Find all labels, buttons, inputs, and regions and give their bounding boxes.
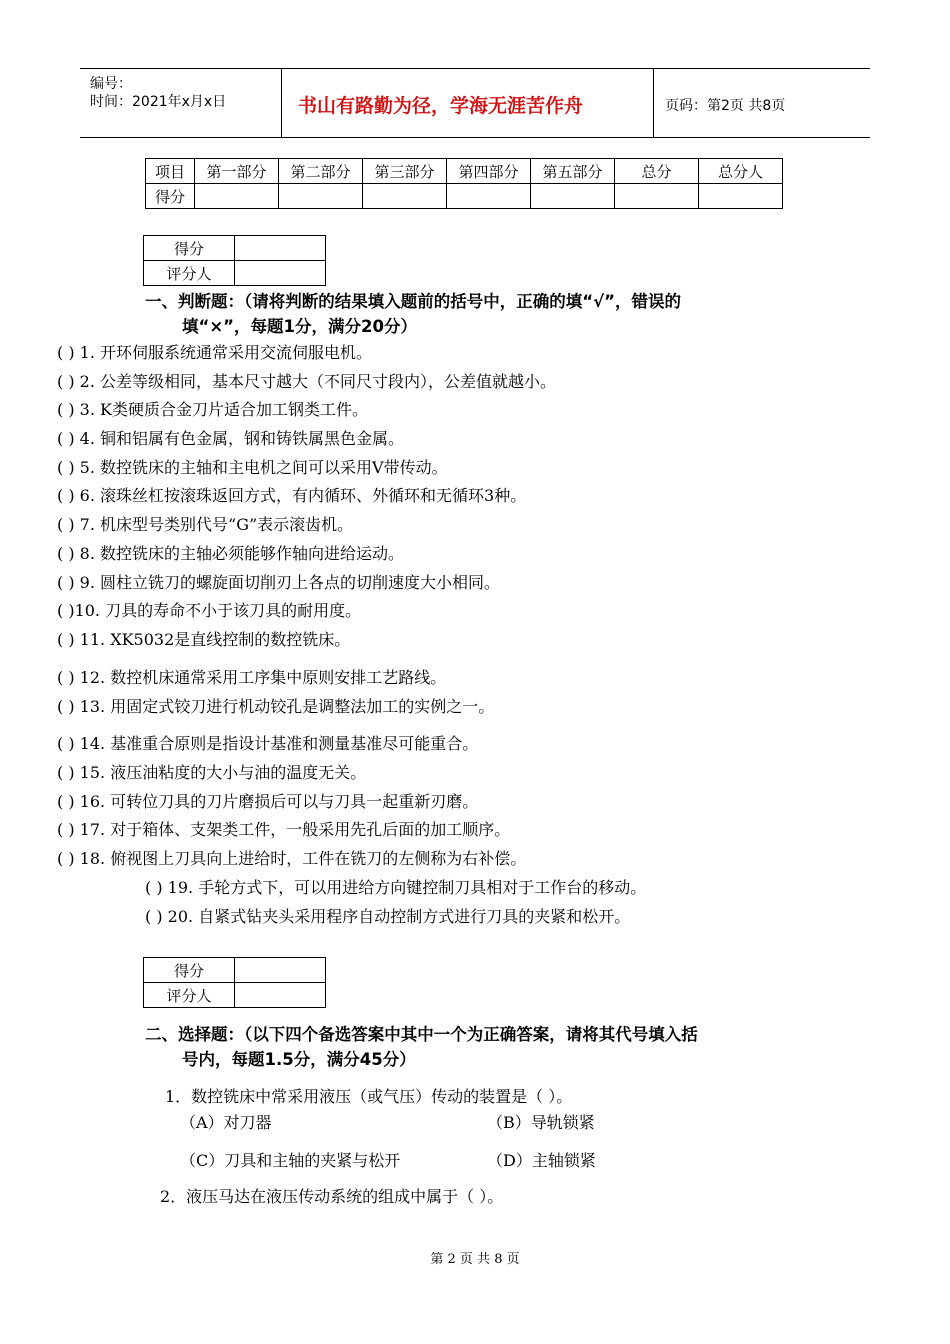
question-item: ( ) 7. 机床型号类别代号“G”表示滚齿机。 [57,515,354,534]
question-item: ( ) 9. 圆柱立铣刀的螺旋面切削刃上各点的切削速度大小相同。 [57,573,501,592]
header-motto: 书山有路勤为径，学海无涯苦作舟 [298,95,584,117]
score-table-header-cell: 项目 [146,159,195,184]
header-number-label: 编号： [90,76,132,92]
grade-grader-cell[interactable] [235,983,326,1008]
question-item: ( ) 17. 对于箱体、支架类工件，一般采用先孔后面的加工顺序。 [57,820,511,839]
question-item: ( ) 13. 用固定式铰刀进行机动铰孔是调整法加工的实例之一。 [57,697,495,716]
choice-question: 1．数控铣床中常采用液压（或气压）传动的装置是（ ）。 [165,1087,573,1106]
section1-title [145,289,681,339]
header-divider [281,69,282,137]
question-item: ( ) 12. 数控机床通常采用工序集中原则安排工艺路线。 [57,668,447,687]
score-cell[interactable] [699,184,783,209]
score-cell[interactable] [195,184,279,209]
score-table-header-cell: 第一部分 [195,159,279,184]
grade-score-cell[interactable] [235,236,326,261]
score-table-header-cell: 总分人 [699,159,783,184]
page-footer: 第 2 页 共 8 页 [430,1252,520,1267]
question-item: ( ) 4. 铜和铝属有色金属，钢和铸铁属黑色金属。 [57,429,405,448]
question-item: ( ) 1. 开环伺服系统通常采用交流伺服电机。 [57,343,373,362]
question-item: ( ) 18. 俯视图上刀具向上进给时，工件在铣刀的左侧称为右补偿。 [57,849,527,868]
grade-score-label: 得分 [144,236,235,261]
question-item: ( )10. 刀具的寿命不小于该刀具的耐用度。 [57,601,362,620]
section2-title [145,1022,698,1072]
grade-score-label: 得分 [144,958,235,983]
section2-title-line2: 号内，每题1.5分，满分45分） [182,1050,416,1069]
grade-box [143,235,326,286]
score-cell[interactable] [615,184,699,209]
score-cell[interactable] [531,184,615,209]
question-item: ( ) 14. 基准重合原则是指设计基准和测量基准尽可能重合。 [57,734,479,753]
question-item: ( ) 2. 公差等级相同，基本尺寸越大（不同尺寸段内），公差值就越小。 [57,372,557,391]
choice-option: （D）主轴锁紧 [487,1151,596,1170]
question-item: ( ) 19. 手轮方式下，可以用进给方向键控制刀具相对于工作台的移动。 [145,878,647,897]
page-header [80,68,870,138]
question-item: ( ) 16. 可转位刀具的刀片磨损后可以与刀具一起重新刃磨。 [57,792,479,811]
score-row-label: 得分 [146,184,195,209]
question-item: ( ) 8. 数控铣床的主轴必须能够作轴向进给运动。 [57,544,405,563]
score-table-header-cell: 第五部分 [531,159,615,184]
section1-title-line1: 一、判断题：（请将判断的结果填入题前的括号中，正确的填“√”，错误的 [145,292,681,311]
question-item: ( ) 5. 数控铣床的主轴和主电机之间可以采用V带传动。 [57,458,448,477]
header-divider [653,69,654,137]
question-item: ( ) 11. XK5032是直线控制的数控铣床。 [57,630,351,649]
grade-score-cell[interactable] [235,958,326,983]
grade-grader-cell[interactable] [235,261,326,286]
score-table-header-cell: 第三部分 [363,159,447,184]
section2-title-line1: 二、选择题：（以下四个备选答案中其中一个为正确答案，请将其代号填入括 [145,1025,698,1044]
choice-question: 2．液压马达在液压传动系统的组成中属于（ ）。 [160,1187,504,1206]
grade-grader-label: 评分人 [144,983,235,1008]
choice-option: （A）对刀器 [180,1113,272,1132]
question-item: ( ) 3. K类硬质合金刀片适合加工钢类工件。 [57,400,368,419]
header-page-label: 页码：第2页 共8页 [665,98,786,114]
question-item: ( ) 20. 自紧式钻夹头采用程序自动控制方式进行刀具的夹紧和松开。 [145,907,631,926]
score-table-header-cell: 总分 [615,159,699,184]
score-cell[interactable] [363,184,447,209]
choice-option: （C）刀具和主轴的夹紧与松开 [180,1151,401,1170]
choice-option: （B）导轨锁紧 [487,1113,595,1132]
grade-grader-label: 评分人 [144,261,235,286]
score-cell[interactable] [447,184,531,209]
score-table [145,158,783,209]
score-cell[interactable] [279,184,363,209]
score-table-header-cell: 第四部分 [447,159,531,184]
section1-title-line2: 填“×”，每题1分，满分20分） [182,317,417,336]
score-table-header-row [146,159,783,184]
score-table-row [146,184,783,209]
question-item: ( ) 6. 滚珠丝杠按滚珠返回方式，有内循环、外循环和无循环3种。 [57,486,527,505]
score-table-header-cell: 第二部分 [279,159,363,184]
header-time-label: 时间：2021年x月x日 [90,94,227,110]
grade-box [143,957,326,1008]
question-item: ( ) 15. 液压油粘度的大小与油的温度无关。 [57,763,367,782]
